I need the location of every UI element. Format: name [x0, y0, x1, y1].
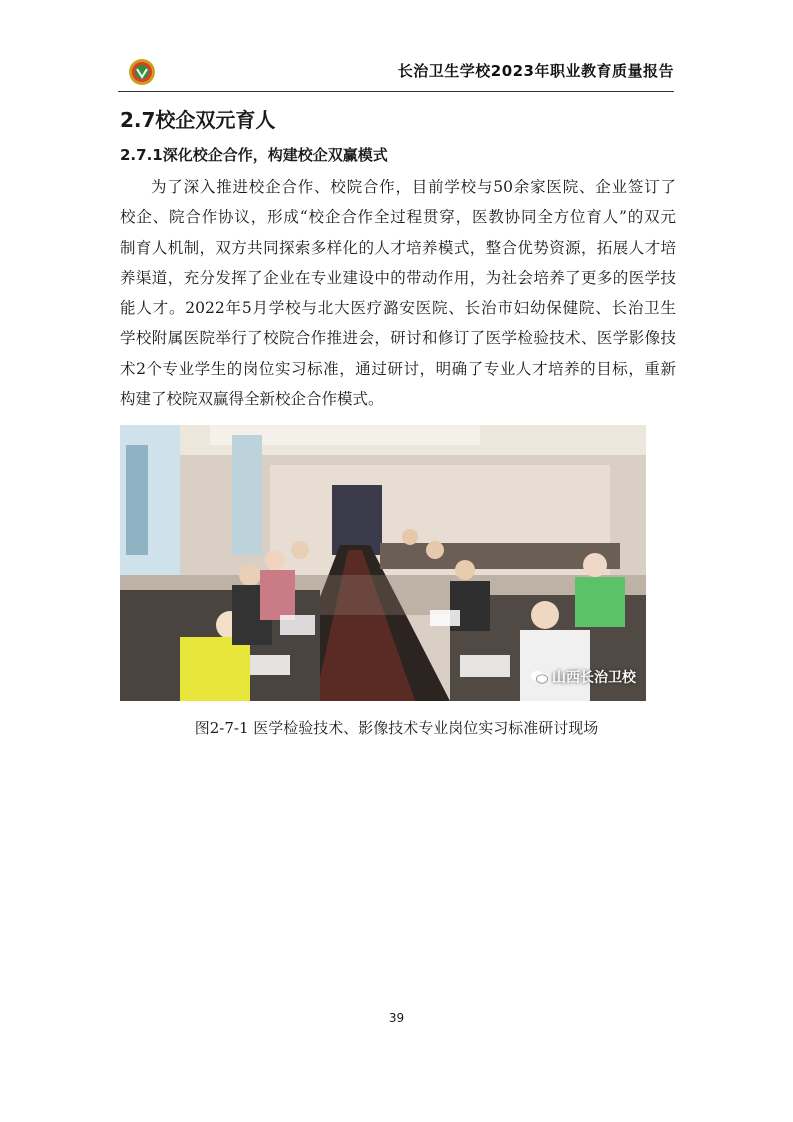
paragraph-line: 为了深入推进校企合作、校院合作，目前学校与50余家医院、企业签订了	[151, 178, 676, 196]
watermark-text: 山西长治卫校	[552, 670, 636, 686]
wechat-icon	[530, 670, 548, 684]
paragraph-line: 构建了校院双赢得全新校企合作模式。	[120, 390, 384, 409]
school-logo-icon	[128, 58, 156, 86]
document-title: 长治卫生学校2023年职业教育质量报告	[397, 62, 674, 80]
paragraph-line: 术2个专业学生的岗位实习标准，通过研讨，明确了专业人才培养的目标，重新	[120, 359, 676, 378]
meeting-photo-illustration	[120, 425, 646, 701]
paragraph-line: 制育人机制，双方共同探索多样化的人才培养模式，整合优势资源，拓展人才培	[120, 238, 676, 257]
figure-caption: 图2-7-1 医学检验技术、影像技术专业岗位实习标准研讨现场	[194, 719, 599, 737]
header-divider	[118, 91, 674, 92]
page-number: 39	[388, 1011, 405, 1025]
paragraph-line: 养渠道，充分发挥了企业在专业建设中的带动作用，为社会培养了更多的医学技	[120, 268, 676, 287]
paragraph-line: 能人才。2022年5月学校与北大医疗潞安医院、长治市妇幼保健院、长治卫生	[120, 299, 676, 318]
meeting-photo	[120, 425, 646, 701]
page-header	[118, 48, 674, 92]
section-heading: 2.7校企双元育人	[120, 108, 276, 132]
subsection-heading: 2.7.1深化校企合作，构建校企双赢模式	[120, 146, 388, 164]
paragraph-line: 学校附属医院举行了校院合作推进会，研讨和修订了医学检验技术、医学影像技	[120, 329, 676, 348]
body-paragraph	[120, 172, 676, 414]
photo-watermark	[530, 667, 636, 687]
paragraph-line: 校企、院合作协议，形成“校企合作全过程贯穿，医教协同全方位育人”的双元	[120, 208, 676, 227]
